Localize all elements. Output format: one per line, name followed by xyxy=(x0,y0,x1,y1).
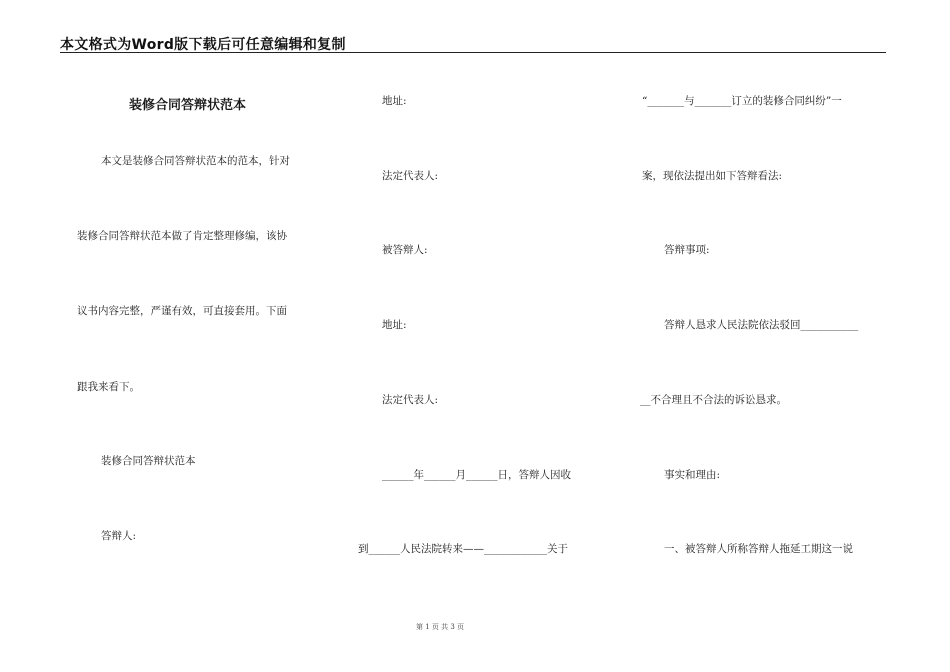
paragraph-line: 本文是装修合同答辩状范本的范本，针对 xyxy=(101,155,290,167)
paragraph-line: 地址: xyxy=(382,95,407,107)
paragraph-line: 案，现依法提出如下答辩看法: xyxy=(642,170,783,182)
paragraph-line: 跟我来看下。 xyxy=(77,381,140,393)
paragraph-line: 法定代表人: xyxy=(382,394,439,406)
paragraph-line: 到______人民法院转来——____________关于 xyxy=(358,543,568,555)
document-title: 装修合同答辩状范本 xyxy=(129,98,247,113)
paragraph-line: ______年______月______日，答辩人因收 xyxy=(382,469,571,481)
paragraph-line: 议书内容完整，严谨有效，可直接套用。下面 xyxy=(77,305,287,317)
document-header-banner: 本文格式为Word版下载后可任意编辑和复制 xyxy=(60,37,346,53)
paragraph-line: __不合理且不合法的诉讼恳求。 xyxy=(640,394,787,406)
paragraph-line: 被答辩人: xyxy=(382,244,428,256)
paragraph-line: “_______与_______订立的装修合同纠纷”一 xyxy=(642,95,842,107)
paragraph-line: 法定代表人: xyxy=(382,170,439,182)
paragraph-line: 答辩人恳求人民法院依法驳回___________ xyxy=(664,319,859,331)
paragraph-line: 装修合同答辩状范本 xyxy=(101,455,196,467)
header-divider xyxy=(60,52,886,53)
paragraph-line: 装修合同答辩状范本做了肯定整理修编，该协 xyxy=(77,230,287,242)
paragraph-line: 事实和理由: xyxy=(664,469,721,481)
paragraph-line: 地址: xyxy=(382,319,407,331)
paragraph-line: 答辩事项: xyxy=(664,244,710,256)
paragraph-line: 一、被答辩人所称答辩人拖延工期这一说 xyxy=(664,543,853,555)
page-number-footer: 第 1 页 共 3 页 xyxy=(415,623,465,631)
paragraph-line: 答辩人: xyxy=(101,530,137,542)
